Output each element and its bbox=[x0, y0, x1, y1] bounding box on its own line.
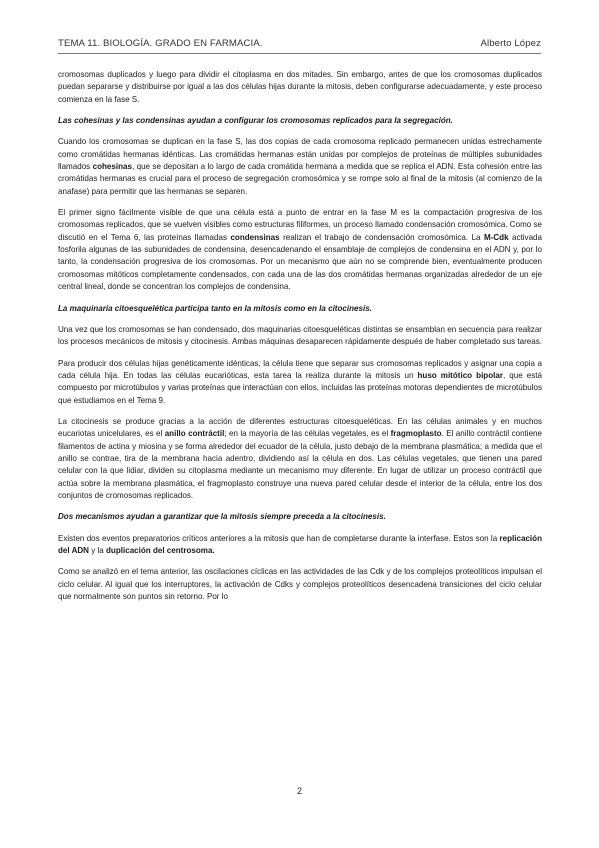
text-run: La citocinesis se produce gracias a la acción de diferentes estructuras citoesqueléticas. En las células animales y en muchos eucariotas unicelulares, es el bbox=[58, 416, 542, 439]
header-divider bbox=[58, 53, 541, 54]
paragraph-oscilaciones: Como se analizó en el tema anterior, las oscilaciones cíclicas en las actividades de las Cdk y de los complejos proteolíticos impulsan el ciclo celular. Al igual que los interruptores, la activación de Cdks y complejos proteolíticos desencadena transiciones del ciclo celular que normalmente son puntos sin retorno. Por lo bbox=[58, 567, 542, 602]
term-fragmoplasto: fragmoplasto bbox=[390, 429, 442, 439]
paragraph-eventos-preparatorios bbox=[58, 533, 542, 558]
paragraph-intro: cromosomas duplicados y luego para dividir el citoplasma en dos mitades. Sin embargo, antes de que los cromosomas duplicados puedan separarse y distribuirse por igual a las dos células hijas durante la mitosis, deben configurarse adecuadamente, y este proceso comienza en la fase S. bbox=[58, 70, 542, 104]
text-run: Para producir dos células hijas genéticamente idénticas, la célula tiene que separar sus cromosomas replicados y asignar una copia a cada célula hija. En todas las células eucarióticas, esta tarea la realiza durante la mitosis un bbox=[58, 358, 542, 380]
text-run: y la bbox=[89, 546, 106, 555]
text-run: El primer signo fácilmente visible de que una célula está a punto de entrar en la fase M es la compactación progresiva de los cromosomas replicados, que se vuelven visibles como estructuras filiformes, un proceso llamado condensación cromosómica. Como se discutió en el Tema 6, las proteínas llamadas bbox=[58, 208, 542, 242]
paragraph-huso-mitotico bbox=[58, 358, 542, 407]
text-run: realizan el trabajo de condensación cromosómica. La bbox=[279, 232, 484, 242]
text-run: activada fosforila algunas de las subunidades de condensina, desencadenando el ensamblaje de complejos de condensina en el ADN y, por lo tanto, la condensación progresiva de los cromosomas. Por un mecanismo que aún no se comprende bien, eventualmente producen cromosomas mitóticos completamente condensados, con cada una de las dos cromátidas hermanas organizadas alrededor de un eje central lineal, donde se concentran los complejos de condensina. bbox=[58, 232, 543, 292]
text-run: Existen dos eventos preparatorios críticos anteriores a la mitosis que han de completarse durante la interfase. Estos son la bbox=[58, 533, 500, 543]
term-replicacion-adn: replicación del ADN bbox=[58, 533, 542, 555]
paragraph-maquinarias: Una vez que los cromosomas se han condensado, dos maquinarias citoesqueléticas distintas se ensamblan en secuencia para realizar los procesos mecánicos de mitosis y citocinesis. Ambas máquinas desaparecen rápidamente después de haber completado sus tareas. bbox=[58, 324, 542, 347]
paragraph-condensinas bbox=[58, 207, 542, 293]
term-anillo-contractil: anillo contráctil bbox=[164, 429, 225, 439]
document-body bbox=[58, 69, 542, 612]
term-cohesinas: cohesinas bbox=[92, 162, 132, 172]
page-number: 2 bbox=[296, 786, 302, 796]
paragraph-cohesinas bbox=[58, 136, 542, 198]
text-run: ; en la mayoría de las células vegetales, es el bbox=[224, 429, 391, 439]
text-run: , que se depositan a lo largo de cada cromátida hermana a medida que se replica el ADN. Esta cohesión entre las cromátidas hermanas es crucial para el proceso de segregación cromosómica y se rompe solo al final de la mitosis (al comienzo de la anafase) para permitir que las hermanas se separen. bbox=[58, 162, 542, 196]
page-header bbox=[58, 38, 541, 52]
text-run: , que está compuesto por microtúbulos y varias proteínas que interactúan con ellos, incluidas las proteínas motoras dependientes de microtúbulos que estudiamos en el Tema 9. bbox=[58, 370, 543, 405]
text-run: Cuando los cromosomas se duplican en la fase S, las dos copias de cada cromosoma replicado permanecen unidas estrechamente como cromátidas hermanas idénticas. Las cromátidas hermanas están unidas por complejos de proteínas de múltiples subunidades llamados bbox=[58, 137, 542, 172]
term-m-cdk: M-Cdk bbox=[483, 232, 509, 242]
section-heading-cohesinas: Las cohesinas y las condensinas ayudan a configurar los cromosomas replicados para la segregación. bbox=[58, 116, 453, 126]
header-author: Alberto López bbox=[480, 38, 541, 49]
section-heading-mecanismos: Dos mecanismos ayudan a garantizar que la mitosis siempre preceda a la citocinesis. bbox=[58, 512, 386, 522]
text-run: . El anillo contráctil contiene filamentos de actina y miosina y se forma alrededor del ecuador de la célula, justo debajo de la membrana plasmática; a medida que el anillo se contrae, tira de la membrana hacia adentro, dividiendo así la célula en dos. Las células vegetales, que tienen una pared celular con la que lidiar, dividen su citoplasma mediante un mecanismo muy diferente. En lugar de utilizar un proceso contráctil que actúa sobre la membrana plasmática, el fragmoplasto construye una nueva pared celular desde el interior de la célula, entre los dos conjuntos de cromosomas replicados. bbox=[58, 429, 543, 500]
term-duplicacion-centrosoma: duplicación del centrosoma. bbox=[106, 546, 215, 555]
paragraph-citocinesis bbox=[58, 416, 542, 502]
header-course-title: TEMA 11. BIOLOGÍA. GRADO EN FARMACIA. bbox=[58, 38, 263, 49]
term-condensinas: condensinas bbox=[230, 232, 280, 242]
term-huso-mitotico-bipolar: huso mitótico bipolar bbox=[417, 370, 503, 380]
section-heading-citoesqueleto: La maquinaria citoesquelética participa tanto en la mitosis como en la citocinesis. bbox=[58, 303, 372, 313]
